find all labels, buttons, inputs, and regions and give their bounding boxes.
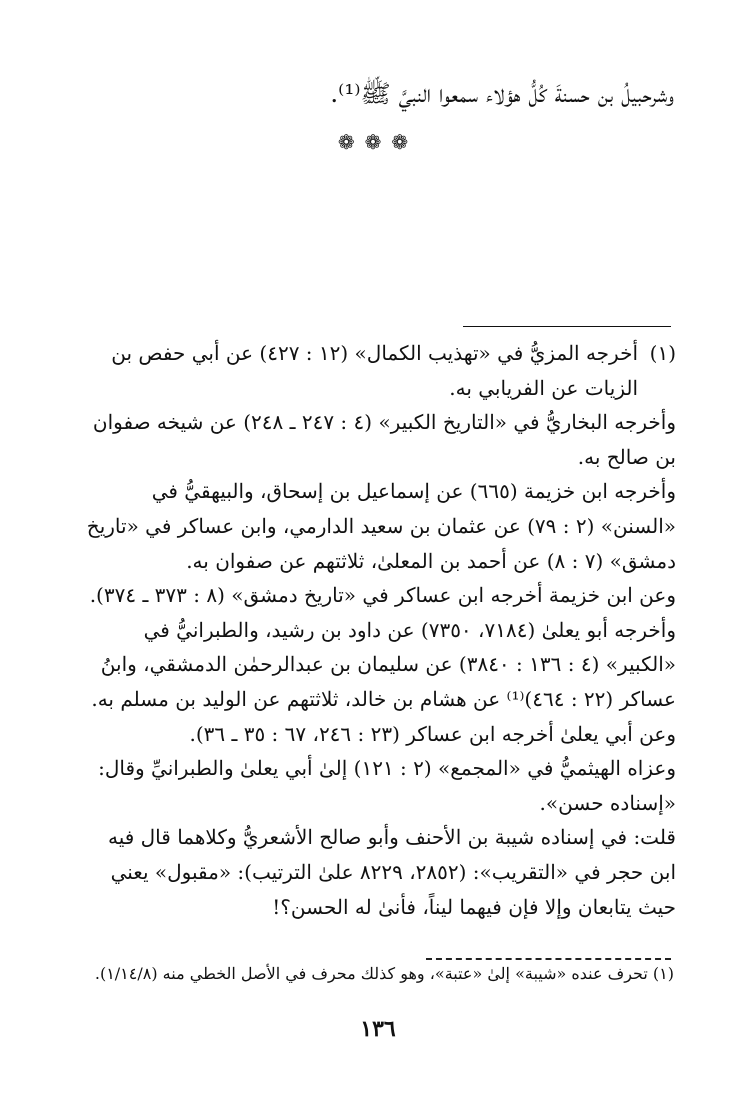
footnote-paragraph: وأخرجه أبو يعلىٰ (٧١٨٤، ٧٣٥٠) عن داود بن رشيد، والطبرانيُّ في «الكبير» (٤ : ١٣٦ : ٣٨٤٠) عن سليمان بن عبدالرحمٰن الدمشقي، وابنُ عساكر (٢٢ : ٤٦٤)⁽¹⁾ عن هشام بن خالد، ثلاثتهم عن الوليد بن مسلم به. (91, 617, 676, 711)
footnote-paragraph: قلت: في إسناده شيبة بن الأحنف وأبو صالح الأشعريُّ وكلاهما قال فيه ابن حجر في «التقريب»: (٢٨٥٢، ٨٢٢٩ علىٰ الترتيب): «مقبول» يعني حيث يتابعان وإلا فإن فيهما ليناً، فأنىٰ له الحسن؟! (107, 825, 676, 919)
footnote-paragraph: وأخرجه ابن خزيمة (٦٦٥) عن إسماعيل بن إسحاق، والبيهقيُّ في «السنن» (٢ : ٧٩) عن عثمان بن سعيد الدارمي، وابن عساكر في «تاريخ دمشق» (٧ : ٨) عن أحمد بن المعلىٰ، ثلاثتهم عن صفوان به. (86, 479, 676, 573)
footnote-paragraph: وأخرجه البخاريُّ في «التاريخ الكبير» (٤ : ٢٤٧ ـ ٢٤٨) عن شيخه صفوان بن صالح به. (92, 410, 676, 469)
footnote-paragraph: وعن ابن خزيمة أخرجه ابن عساكر في «تاريخ دمشق» (٨ : ٣٧٣ ـ ٣٧٤). (89, 583, 676, 608)
footnote-paragraph-text: أخرجه المزيُّ في «تهذيب الكمال» (١٢ : ٤٢٧) عن أبي حفص بن الزيات عن الفريابي به. (111, 341, 638, 400)
page-number: ١٣٦ (360, 1016, 396, 1042)
footnote-paragraph: وعن أبي يعلىٰ أخرجه ابن عساكر (٢٣ : ٢٤٦، ٦٧ : ٣٥ ـ ٣٦). (189, 721, 676, 746)
footnote-paragraph (76, 336, 676, 405)
footnote-number: (١) (649, 341, 676, 365)
section-separator-ornament: ❁❁❁ (337, 130, 419, 154)
footnote-paragraph: وعزاه الهيثميُّ في «المجمع» (٢ : ١٢١) إلىٰ أبي يعلىٰ والطبرانيِّ وقال: «إسناده حسن». (98, 756, 676, 815)
subfootnote: (١) تحرف عنده «شيبة» إلىٰ «عتبة»، وهو كذلك محرف في الأصل الخطي منه (١/١٤/٨). (94, 964, 674, 983)
main-text-line: وشرحبيلُ بن حسنةَ كُلُّ هؤلاء سمعوا النبيَّ ﷺ⁽¹⁾. (330, 79, 674, 108)
footnote-block (76, 336, 676, 924)
footnote-divider-rule (463, 326, 671, 327)
